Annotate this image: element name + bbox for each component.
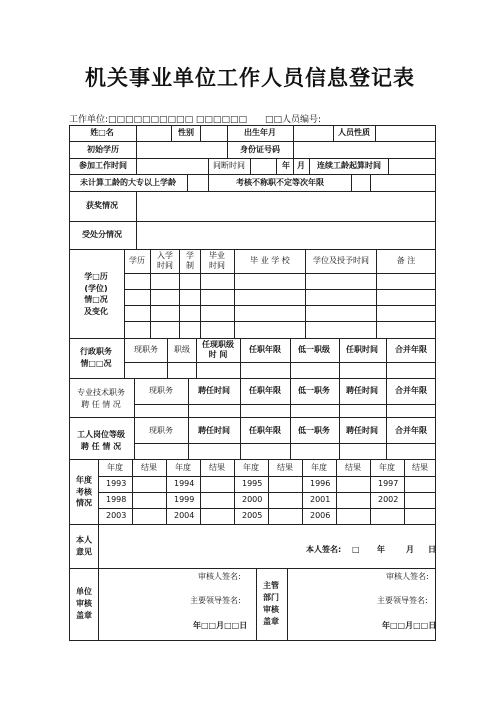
annual-year: 1996 — [310, 479, 331, 488]
punishment-label: 受处分情况 — [82, 230, 122, 239]
interrupt-label: 间断时间 — [213, 161, 245, 170]
annual-year: 2000 — [242, 495, 263, 504]
unit-leader-sign-label: 主要领导签名: — [190, 596, 241, 605]
id-number-label: 身份证号码 — [240, 145, 280, 154]
dept-seal-date-label: 年□□月□□日 — [382, 621, 437, 630]
tech-col-years: 任职年限 — [249, 386, 281, 395]
education-label: 初始学历 — [87, 145, 119, 154]
annual-year-header-4: 年度 — [311, 463, 327, 472]
form-title: 机关事业单位工作人员信息登记表 — [85, 66, 415, 90]
annual-year: 1997 — [378, 479, 399, 488]
dept-seal-label: 主管 部门 审核 盖章 — [263, 581, 279, 626]
admin-col-rank-time: 任现职级 时 间 — [202, 340, 234, 359]
gender-label: 性别 — [178, 128, 194, 137]
tech-col-merged-years: 合并年限 — [395, 386, 427, 395]
name-label: 姓□名 — [90, 128, 114, 137]
admin-col-rank: 职级 — [174, 345, 190, 354]
personal-day-label: 日 — [428, 545, 436, 554]
annual-year-header-3: 年度 — [243, 463, 259, 472]
admin-col-years: 任职年限 — [249, 345, 281, 354]
edu-col-remarks: 备 注 — [396, 256, 416, 265]
personal-month-label: 月 — [406, 545, 414, 554]
tech-col-current: 现职务 — [149, 386, 173, 395]
annual-year: 2003 — [106, 511, 127, 520]
uncounted-study-label: 未计算工龄的大专以上学龄 — [80, 178, 176, 187]
worker-col-merged-years: 合并年限 — [395, 426, 427, 435]
identity-label: 人员性质 — [338, 128, 370, 137]
annual-result-header-5: 结果 — [412, 463, 428, 472]
admin-col-appoint-time: 任职时间 — [346, 345, 378, 354]
continuous-service-label: 连续工龄起算时间 — [317, 161, 381, 170]
annual-year-header-2: 年度 — [175, 463, 191, 472]
annual-year: 1995 — [242, 479, 263, 488]
birth-label: 出生年月 — [244, 128, 276, 137]
dept-reviewer-sign-label: 审核人签名: — [386, 572, 429, 581]
edu-col-system: 学 制 — [186, 251, 194, 270]
exam-not-qualified-label: 考核不称职不定等次年限 — [236, 178, 324, 187]
staff-number-label: □□人员编号: — [265, 115, 322, 125]
unit-seal-label: 单位 审核 盖章 — [76, 587, 92, 620]
worker-col-lower-post: 低一职务 — [298, 426, 330, 435]
annual-year: 2002 — [378, 495, 399, 504]
annual-year: 1999 — [174, 495, 195, 504]
work-start-label: 参加工作时间 — [79, 161, 127, 170]
unit-seal-date-label: 年□□月□□日 — [193, 621, 248, 630]
annual-result-header-4: 结果 — [345, 463, 361, 472]
tech-post-label: 专业技术职务 聘 任 情 况 — [77, 388, 125, 409]
annual-result-header-2: 结果 — [209, 463, 225, 472]
worker-col-years: 任职年限 — [249, 426, 281, 435]
worker-col-current: 现职务 — [149, 426, 173, 435]
edu-col-enroll: 入学 时间 — [157, 251, 173, 270]
edu-history-label: 学□历 (学位) 情□况 及变化 — [84, 271, 108, 316]
unit-reviewer-sign-label: 审核人签名: — [198, 572, 241, 581]
tech-col-lower-post: 低一职务 — [298, 386, 330, 395]
personal-sign-label: 本人签名: — [306, 545, 342, 554]
annual-result-header-1: 结果 — [141, 463, 157, 472]
edu-col-school: 毕 业 学 校 — [250, 256, 290, 265]
tech-col-lower-time: 聘任时间 — [346, 386, 378, 395]
annual-result-header-3: 结果 — [277, 463, 293, 472]
worker-col-appoint-time: 聘任时间 — [198, 426, 230, 435]
annual-year: 2005 — [242, 511, 263, 520]
annual-year-header-5: 年度 — [379, 463, 395, 472]
work-unit-label: 工作单位:□□□□□□□□□□ □□□□□□ — [69, 115, 247, 125]
dept-leader-sign-label: 主要领导签名: — [377, 596, 428, 605]
tech-col-appoint-time: 聘任时间 — [198, 386, 230, 395]
annual-year: 1993 — [106, 479, 127, 488]
interrupt-year-label: 年 — [282, 161, 290, 170]
annual-assessment-label: 年度 考核 情况 — [76, 475, 92, 508]
admin-col-lower-rank: 低一职级 — [298, 345, 330, 354]
awards-label: 获奖情况 — [86, 201, 118, 210]
admin-col-merged-years: 合并年限 — [395, 345, 427, 354]
annual-year-header-1: 年度 — [107, 463, 123, 472]
annual-year: 1994 — [174, 479, 195, 488]
admin-col-current: 现职务 — [134, 345, 158, 354]
edu-col-degree: 学历 — [129, 256, 145, 265]
worker-col-lower-time: 聘任时间 — [346, 426, 378, 435]
annual-year: 2004 — [174, 511, 195, 520]
edu-col-degree-time: 学位及授予时间 — [313, 256, 369, 265]
admin-post-label: 行政职务 情□□况 — [80, 347, 112, 368]
personal-year-label: 年 — [377, 545, 385, 554]
annual-year: 1998 — [106, 495, 127, 504]
worker-post-label: 工人岗位等级 聘 任 情 况 — [77, 430, 125, 451]
annual-year: 2001 — [310, 495, 331, 504]
annual-year: 2006 — [310, 511, 331, 520]
interrupt-month-label: 月 — [297, 161, 305, 170]
personal-sign-box: □ — [352, 545, 360, 554]
personal-opinion-label: 本人 意见 — [76, 535, 92, 556]
edu-col-graduate: 毕业 时间 — [209, 251, 225, 270]
